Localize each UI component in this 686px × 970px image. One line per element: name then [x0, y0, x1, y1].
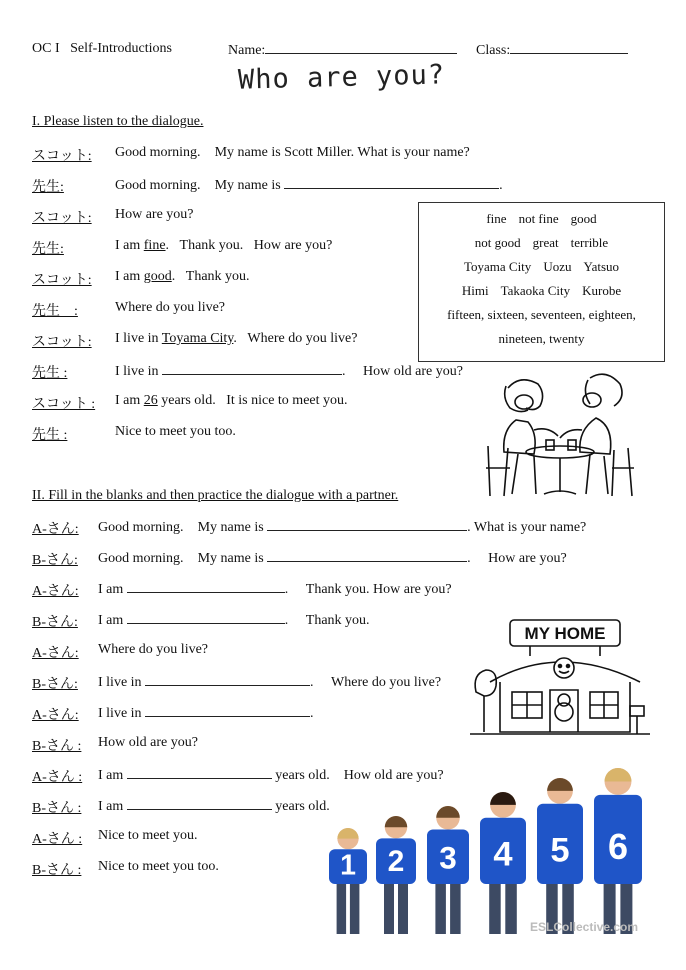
- dialog-speaker: スコット:: [32, 211, 92, 226]
- dialog-line: Nice to meet you.: [98, 828, 198, 843]
- dialog-line: Where do you live?: [98, 642, 209, 657]
- dialog-speaker: 先生 :: [32, 304, 78, 319]
- page-title: Who are you?: [237, 59, 446, 96]
- kid-leg: [505, 884, 517, 934]
- answer-blank[interactable]: [127, 611, 285, 624]
- dialog-line: Good morning. My name is . What is your name?: [98, 520, 587, 535]
- kid-figure: [594, 768, 642, 934]
- dialog-speaker: スコット:: [32, 149, 92, 164]
- word-bank-row: Himi Takaoka City Kurobe: [461, 283, 622, 298]
- kid-figure: [427, 806, 469, 934]
- dialog-speaker: B-さん :: [32, 863, 82, 878]
- dialog-speaker: B-さん :: [32, 801, 82, 816]
- kid-figure: [329, 828, 367, 934]
- home-sign-text: MY HOME: [524, 624, 606, 643]
- kid-hair: [337, 828, 358, 839]
- kid-number: 3: [439, 839, 457, 876]
- dialog-speaker: A-さん :: [32, 770, 83, 785]
- dialog-speaker: 先生:: [32, 242, 64, 257]
- kid-leg: [489, 884, 501, 934]
- dialog-speaker: 先生 :: [32, 428, 68, 443]
- dialog-line: I live in . How old are you?: [115, 364, 463, 379]
- answer-blank[interactable]: [162, 362, 342, 375]
- dialog-line: Good morning. My name is Scott Miller. What is your name?: [115, 145, 470, 160]
- dialog-line: I am fine. Thank you. How are you?: [115, 238, 333, 253]
- dialog-line: I live in . Where do you live?: [98, 675, 442, 690]
- kid-figure: [376, 816, 416, 934]
- kid-leg: [450, 884, 461, 934]
- kid-hair: [385, 816, 407, 827]
- kids-illustration: [318, 764, 652, 940]
- name-label: Name:: [228, 43, 266, 58]
- dialog-line: Good morning. My name is . How are you?: [98, 551, 567, 566]
- dialog-speaker: A-さん:: [32, 708, 79, 723]
- my-home-illustration: [470, 612, 650, 740]
- dialog-line: Nice to meet you too.: [98, 859, 219, 874]
- dialog-line: I live in Toyama City. Where do you live?: [115, 331, 358, 346]
- kid-number: 2: [387, 845, 405, 879]
- kid-number: 1: [340, 849, 356, 882]
- kid-leg: [384, 884, 394, 934]
- answer-blank[interactable]: [267, 518, 467, 531]
- kid-figure: [480, 792, 526, 934]
- kid-number: 5: [550, 831, 570, 870]
- kid-leg: [337, 884, 347, 934]
- dialog-speaker: 先生:: [32, 180, 64, 195]
- dialog-line: I live in .: [98, 706, 314, 721]
- dialog-speaker: B-さん :: [32, 739, 82, 754]
- kid-hair: [605, 768, 632, 781]
- dialog-speaker: A-さん:: [32, 522, 79, 537]
- dialog-speaker: スコット:: [32, 335, 92, 350]
- dialog-speaker: A-さん :: [32, 832, 83, 847]
- dialog-line: I am . Thank you. How are you?: [98, 582, 452, 597]
- kid-hair: [436, 806, 460, 818]
- dialog-speaker: B-さん:: [32, 553, 78, 568]
- answer-blank[interactable]: [127, 580, 285, 593]
- dialog-line: I am years old.: [98, 799, 330, 814]
- word-bank: [418, 202, 665, 362]
- kid-figure: [537, 778, 583, 934]
- answer-blank[interactable]: [284, 176, 499, 189]
- dialog-speaker: スコット:: [32, 273, 92, 288]
- dialog-line: I am years old. How old are you?: [98, 768, 444, 783]
- dialog-speaker: 先生 :: [32, 366, 68, 381]
- answer-blank[interactable]: [145, 673, 310, 686]
- kid-hair: [547, 778, 573, 791]
- kid-leg: [350, 884, 360, 934]
- kid-hair: [490, 792, 516, 805]
- kid-leg: [435, 884, 446, 934]
- word-bank-row: not good great terrible: [474, 235, 609, 250]
- class-field[interactable]: [476, 41, 628, 59]
- word-bank-row: fifteen, sixteen, seventeen, eighteen,: [447, 307, 636, 322]
- dialog-speaker: A-さん:: [32, 584, 79, 599]
- word-bank-row: nineteen, twenty: [498, 331, 585, 346]
- course-label: OC I Self-Introductions: [32, 41, 172, 56]
- chatting-women-illustration: [478, 368, 643, 508]
- dialog-speaker: スコット :: [32, 397, 96, 412]
- answer-blank[interactable]: [127, 766, 272, 779]
- word-bank-row: Toyama City Uozu Yatsuo: [463, 259, 620, 274]
- answer-blank[interactable]: [145, 704, 310, 717]
- watermark: ESLCollective.com: [530, 920, 639, 934]
- part1-heading: I. Please listen to the dialogue.: [32, 114, 204, 129]
- dialog-line: Nice to meet you too.: [115, 424, 236, 439]
- dialog-speaker: B-さん:: [32, 677, 78, 692]
- dialog-line: Where do you live?: [115, 300, 226, 315]
- answer-blank[interactable]: [267, 549, 467, 562]
- name-field[interactable]: [228, 41, 457, 59]
- dialog-line: I am . Thank you.: [98, 613, 370, 628]
- dialog-line: How are you?: [115, 207, 194, 222]
- kid-number: 6: [607, 826, 629, 868]
- kid-leg: [398, 884, 408, 934]
- dialog-line: Good morning. My name is .: [115, 178, 503, 193]
- class-label: Class:: [476, 43, 511, 58]
- part2-heading: II. Fill in the blanks and then practice the dialogue with a partner.: [32, 488, 399, 503]
- word-bank-row: fine not fine good: [486, 211, 597, 226]
- dialog-line: I am 26 years old. It is nice to meet you.: [115, 393, 348, 408]
- dialog-line: How old are you?: [98, 735, 198, 750]
- answer-blank[interactable]: [127, 797, 272, 810]
- dialog-line: I am good. Thank you.: [115, 269, 250, 284]
- kid-number: 4: [493, 835, 513, 874]
- dialog-speaker: B-さん:: [32, 615, 78, 630]
- dialog-speaker: A-さん:: [32, 646, 79, 661]
